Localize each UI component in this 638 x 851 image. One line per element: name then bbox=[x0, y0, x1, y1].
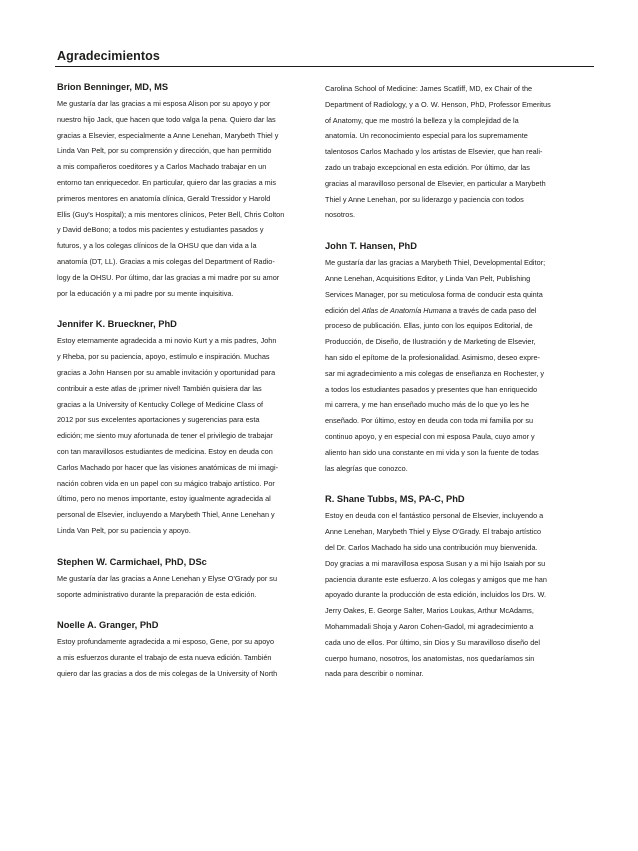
book-title: Atlas de Anatomía Humana bbox=[361, 305, 451, 315]
text-line: gracias a Elsevier, especialmente a Anne Lenehan, Marybeth Thiel y bbox=[57, 130, 279, 140]
text-line: nosotros. bbox=[325, 210, 356, 220]
text-line: Department of Radiology, y a O. W. Henson, PhD, Professor Emeritus bbox=[325, 99, 551, 109]
text-line: Thiel y Anne Lenehan, por su liderazgo y paciencia con todos bbox=[325, 194, 524, 204]
text-line: gracias a John Hansen por su amable invitación y oportunidad para bbox=[57, 367, 276, 377]
text-line: y David deBono; a todos mis pacientes y estudiantes pasados y bbox=[57, 225, 264, 235]
text-line: nuestro hijo Jack, que hacen que todo valga la pena. Quiero dar las bbox=[57, 114, 276, 124]
text-line: Mohammadali Shoja y Aaron Cohen-Gadol, mi agradecimiento a bbox=[325, 621, 534, 631]
acknowledgement-paragraph bbox=[325, 81, 587, 223]
acknowledgement-paragraph bbox=[57, 96, 313, 301]
text-line: Linda Van Pelt, por su paciencia y apoyo. bbox=[57, 525, 191, 535]
author-heading-john-t-hansen-phd: John T. Hansen, PhD bbox=[325, 241, 417, 252]
text-line: paciencia durante este esfuerzo. A los colegas y amigos que me han bbox=[325, 574, 547, 584]
text-line: anatomía. Un reconocimiento especial para los supremamente bbox=[325, 131, 528, 141]
text-line: a mis compañeros coeditores y a Carlos Machado trabajar en un bbox=[57, 162, 267, 172]
text-line: han sido el epítome de la profesionalidad. Asimismo, deseo expre- bbox=[325, 352, 540, 362]
text-line: aliento han sido una constante en mi vida y son la fuente de todas bbox=[325, 447, 539, 457]
text-line: las alegrías que conozco. bbox=[325, 463, 408, 473]
text-line: por la educación y a mi padre por su mente inquisitiva. bbox=[57, 288, 234, 298]
author-heading-jennifer-k-brueckner-phd: Jennifer K. Brueckner, PhD bbox=[57, 319, 177, 330]
text-line: último, pero no menos importante, estoy igualmente agradecida al bbox=[57, 494, 271, 504]
text-line: Anne Lenehan, Marybeth Thiel y Elyse O'Grady. El trabajo artístico bbox=[325, 527, 542, 537]
text-line: Me gustaría dar las gracias a Marybeth Thiel, Developmental Editor; bbox=[325, 258, 546, 268]
text-line: contribuir a este atlas de ¡primer nivel! También quisiera dar las bbox=[57, 383, 262, 393]
section-gap bbox=[325, 223, 587, 240]
text-line: continuo apoyo, y en especial con mi esposa Paula, cuyo amor y bbox=[325, 431, 535, 441]
text-line: edición; me siento muy afortunada de tener el privilegio de trabajar bbox=[57, 431, 273, 441]
text-line: futuros, y a los colegas clínicos de la OHSU que dan vida a la bbox=[57, 241, 257, 251]
title-rule bbox=[55, 66, 594, 67]
text-line: Ellis (Guy's Hospital); a mis mentores clínicos, Peter Bell, Chris Colton bbox=[57, 209, 285, 219]
text-line: Services Manager, por su meticulosa forma de conducir esta quinta bbox=[325, 289, 543, 299]
text-line: Producción, de Diseño, de Ilustración y de Marketing de Elsevier, bbox=[325, 337, 536, 347]
text-line: primeros mentores en anatomía clínica, Gerald Tressidor y Harold bbox=[57, 193, 271, 203]
text-line: sar mi agradecimiento a mis colegas de enseñanza en Rochester, y bbox=[325, 368, 545, 378]
text-line: entorno tan enriquecedor. En particular, quiero dar las gracias a mis bbox=[57, 177, 277, 187]
acknowledgement-paragraph bbox=[57, 333, 313, 538]
text-line: del Dr. Carlos Machado ha sido una contribución muy bienvenida. bbox=[325, 542, 538, 552]
text-line: nada para describir o nominar. bbox=[325, 669, 424, 679]
text-line: Jerry Oakes, E. George Salter, Marios Loukas, Arthur McAdams, bbox=[325, 606, 534, 616]
left-column bbox=[57, 81, 313, 682]
text-line: Estoy eternamente agradecida a mi novio Kurt y a mis padres, John bbox=[57, 336, 277, 346]
text-line: Me gustaría dar las gracias a mi esposa Alison por su apoyo y por bbox=[57, 99, 271, 108]
text-line: a mis esfuerzos durante el trabajo de esta nueva edición. También bbox=[57, 653, 272, 663]
text-line: y Rheba, por su paciencia, apoyo, estímulo e inspiración. Muchas bbox=[57, 352, 270, 362]
section-gap bbox=[57, 602, 313, 619]
text-line: nación cobren vida en un papel con su mágico trabajo artístico. Por bbox=[57, 478, 275, 488]
text-line: Anne Lenehan, Acquisitions Editor, y Linda Van Pelt, Publishing bbox=[325, 273, 531, 283]
text-line: Doy gracias a mi maravillosa esposa Susan y a mi hijo Isaiah por su bbox=[325, 558, 546, 568]
text-line: Carolina School of Medicine: James Scatliff, MD, ex Chair of the bbox=[325, 84, 533, 93]
text-line: cada uno de ellos. Por último, sin Dios y Su maravilloso diseño del bbox=[325, 637, 540, 647]
text-line: Estoy profundamente agradecida a mi esposo, Gene, por su apoyo bbox=[57, 637, 275, 647]
text-line: personal de Elsevier, incluyendo a Marybeth Thiel, Anne Lenehan y bbox=[57, 510, 275, 520]
text-line: Me gustaría dar las gracias a Anne Lenehan y Elyse O'Grady por su bbox=[57, 573, 278, 583]
text-line: Carlos Machado por hacer que las visiones anatómicas de mi imagi- bbox=[57, 462, 279, 472]
right-column bbox=[325, 81, 587, 682]
text-line: gracias a la University of Kentucky College of Medicine Class of bbox=[57, 399, 264, 409]
acknowledgement-paragraph bbox=[57, 634, 313, 681]
page-title: Agradecimientos bbox=[57, 49, 160, 63]
text-line: anatomía (DT, LL). Gracias a mis colegas del Department of Radio- bbox=[57, 256, 275, 266]
author-heading-noelle-a-granger-phd: Noelle A. Granger, PhD bbox=[57, 620, 159, 631]
text-line: Linda Van Pelt, por su comprensión y dirección, que han permitido bbox=[57, 146, 272, 156]
acknowledgement-paragraph bbox=[325, 508, 587, 682]
section-gap bbox=[57, 301, 313, 318]
text-line: cuerpo humano, nosotros, los anatomistas, nos quedaríamos sin bbox=[325, 653, 535, 663]
author-heading-brion-benninger-md-ms: Brion Benninger, MD, MS bbox=[57, 82, 169, 92]
acknowledgement-paragraph bbox=[325, 255, 587, 476]
text-line: logy de la OHSU. Por último, dar las gracias a mi madre por su amor bbox=[57, 272, 280, 282]
author-heading-r-shane-tubbs-ms-pa-c-phd: R. Shane Tubbs, MS, PA-C, PhD bbox=[325, 494, 465, 505]
text-line: Estoy en deuda con el fantástico personal de Elsevier, incluyendo a bbox=[325, 511, 544, 521]
text-line: mi carrera, y me han enseñado mucho más de lo que yo les he bbox=[325, 400, 530, 410]
section-gap bbox=[325, 476, 587, 493]
text-line: edición del Atlas de Anatomía Humana a través de cada paso del bbox=[325, 305, 537, 315]
section-gap bbox=[57, 539, 313, 556]
text-line: apoyado durante la producción de esta edición, incluidos los Drs. W. bbox=[325, 590, 547, 600]
text-line: proceso de publicación. Ellas, junto con los equipos Editorial, de bbox=[325, 321, 533, 331]
text-line: gracias al maravilloso personal de Elsevier, en particular a Marybeth bbox=[325, 178, 546, 188]
text-line: 2012 por sus excelentes aportaciones y sugerencias para esta bbox=[57, 415, 260, 425]
text-line: a todos los estudiantes pasados y presentes que han enriquecido bbox=[325, 384, 538, 394]
acknowledgement-paragraph bbox=[57, 571, 313, 603]
text-line: talentosos Carlos Machado y los artistas de Elsevier, que han reali- bbox=[325, 147, 543, 157]
text-line: of Anatomy, que me mostró la belleza y la complejidad de la bbox=[325, 115, 519, 125]
text-line: con tan maravillosos estudiantes de medicina. Estoy en deuda con bbox=[57, 446, 273, 456]
author-heading-stephen-w-carmichael-phd-dsc: Stephen W. Carmichael, PhD, DSc bbox=[57, 556, 207, 567]
text-line: quiero dar las gracias a dos de mis colegas de la University of North bbox=[57, 668, 278, 678]
text-line: zado un trabajo excepcional en esta edición. Por último, dar las bbox=[325, 162, 530, 172]
text-line: soporte administrativo durante la preparación de esta edición. bbox=[57, 589, 257, 599]
text-line: enseñado. Por último, estoy en deuda con toda mi familia por su bbox=[325, 416, 534, 426]
